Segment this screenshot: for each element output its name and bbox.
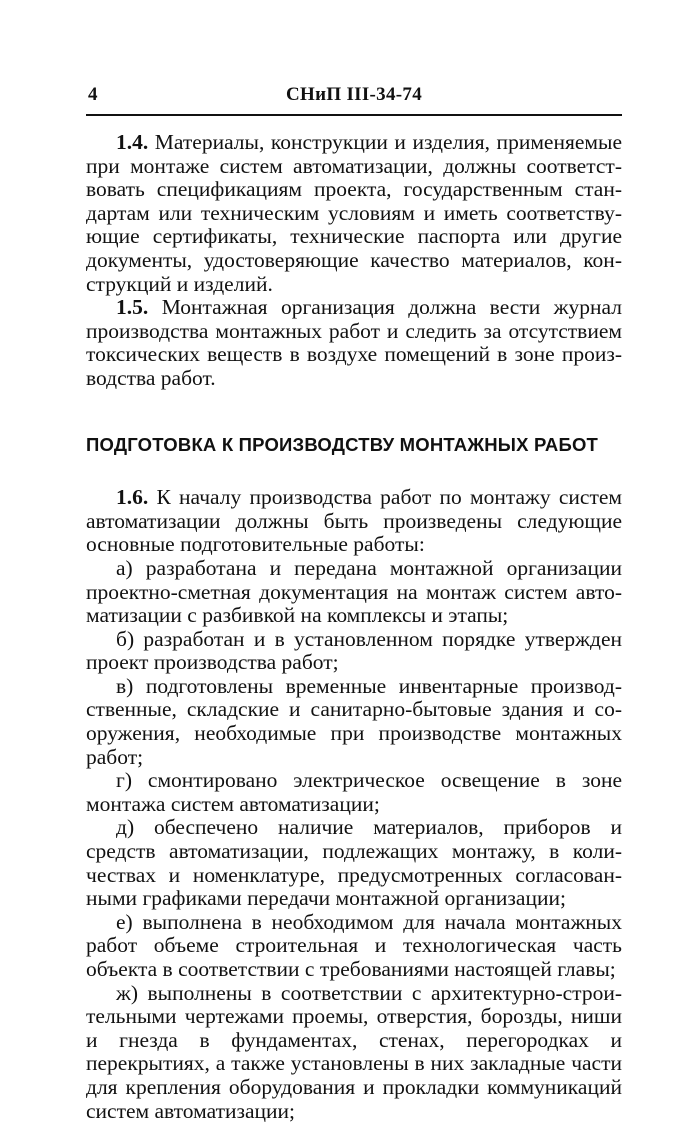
list-item-v: в) подготовлены временные инвентарные производственные, складские и санитарно-бытовые здания и сооружения, необходимые при производстве монтажных работ; [86, 673, 622, 769]
list-item-a: а) разработана и передана монтажной организации проектно-сметная документация на монтаж систем автоматизации с разбивкой на комплексы и этапы; [86, 555, 622, 628]
paragraph-1-5 [86, 296, 622, 390]
paragraph-number: 1.5. [116, 295, 149, 320]
section-heading: ПОДГОТОВКА К ПРОИЗВОДСТВУ МОНТАЖНЫХ РАБОТ [86, 433, 599, 455]
paragraph-number: 1.4. [116, 130, 149, 154]
list-item-g: г) смонтировано электрическое освещение в зоне монтажа систем автоматизации; [86, 768, 622, 816]
list-item-b: б) разработан и в установленном порядке утвержден проект производства работ; [86, 626, 622, 675]
paragraph-text: Материалы, конструкции и изделия, применяемые при монтаже систем автоматизации, должны соответствовать спецификациям проекта, государственным стандартам или техническим условиям и иметь соответствующие сертификаты, технические паспорта или другие документы, удостоверяющие качество материалов, конструкций и изделий. [86, 130, 623, 296]
paragraph-text: К началу производства работ по монтажу систем автоматизации должны быть произведены следующие основные подготовительные работы: [86, 485, 622, 557]
paragraph-1-6 [86, 486, 622, 557]
paragraph-text: Монтажная организация должна вести журнал производства монтажных работ и следить за отсутствием токсических веществ в воздухе помещений в зоне производства работ. [86, 295, 622, 390]
paragraph-1-4 [86, 131, 622, 296]
page-number: 4 [88, 84, 98, 105]
list-item-e: е) выполнена в необходимом для начала монтажных работ объеме строительная и технологическая часть объекта в соответствии с требованиями настоящей главы; [86, 909, 622, 981]
list-item-d: д) обеспечено наличие материалов, приборов и средств автоматизации, подлежащих монтажу, в количествах и номенклатуре, предусмотренных согласованными графиками передачи монтажной организации; [86, 815, 622, 911]
header-rule [86, 114, 622, 116]
body-text [86, 131, 622, 1123]
page-header [86, 84, 622, 114]
paragraph-number: 1.6. [116, 485, 149, 510]
document-code: СНиП III-34-74 [285, 84, 422, 105]
list-item-zh: ж) выполнены в соответствии с архитектурно-строительными чертежами проемы, отверстия, борозды, ниши и гнезда в фундаментах, стенах, перегородках и перекрытиях, а также установлены в них закладные части для крепления оборудования и прокладки коммуникаций систем автоматизации; [86, 980, 622, 1123]
